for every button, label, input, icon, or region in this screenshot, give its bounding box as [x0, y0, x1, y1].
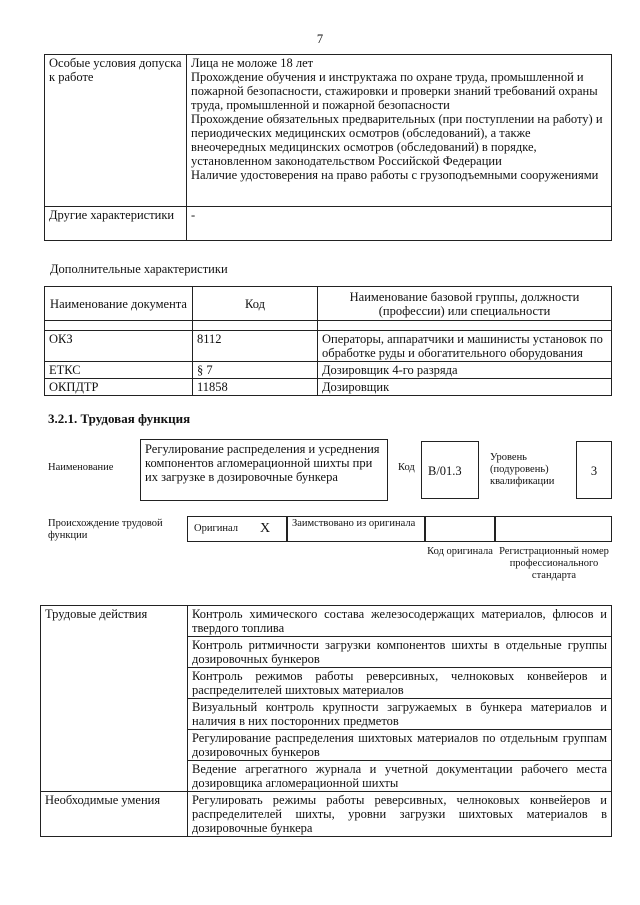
table-row [41, 637, 612, 668]
table-row [45, 207, 612, 241]
table-cell: ОКЗ [45, 331, 193, 362]
table-row [41, 668, 612, 699]
section-label: Трудовые действия [41, 606, 188, 637]
condition-item: Наличие удостоверения на право работы с грузоподъемными сооружениями [191, 168, 599, 182]
code-original-box [425, 516, 495, 542]
condition-item: Прохождение обязательных предварительных (при поступлении на работу) и периодических медицинских осмотров (обследований), а также внеочередных медицинских осмотров (обследований) в порядке, установленном законодательством Российской Федерации [191, 112, 603, 168]
table-row [41, 730, 612, 761]
skill-item: Регулировать режимы работы реверсивных, челноковых конвейеров и распределителей шихты, уровни загрузки шихтовых материалов в дозировочные бункера [188, 792, 612, 837]
table-row [41, 792, 612, 837]
column-header: Наименование документа [45, 287, 193, 321]
table-row [41, 761, 612, 792]
section-label: Необходимые умения [41, 792, 188, 837]
actions-table [40, 605, 612, 837]
section-heading: 3.2.1. Трудовая функция [48, 411, 191, 426]
borrowed-box [287, 516, 425, 542]
additional-characteristics-title: Дополнительные характеристики [50, 262, 228, 276]
row-values [187, 55, 612, 207]
row-label: Другие характеристики [45, 207, 187, 241]
table-cell: ОКПДТР [45, 379, 193, 396]
table-row [41, 699, 612, 730]
table-row [41, 606, 612, 637]
table-cell: § 7 [193, 362, 318, 379]
action-item: Ведение агрегатного журнала и учетной документации рабочего места дозировщика агломерационной шихты [188, 761, 612, 792]
original-label: Оригинал [194, 523, 238, 534]
borrowed-label: Заимствовано из оригинала [292, 518, 416, 529]
table-header-row [45, 287, 612, 321]
action-item: Визуальный контроль крупности загружаемых в бункера материалов и наличия в них посторонних предметов [188, 699, 612, 730]
action-item: Контроль химического состава железосодержащих материалов, флюсов и твердого топлива [188, 606, 612, 637]
table-row [45, 55, 612, 207]
table-row [45, 362, 612, 379]
level-label: Уровень (подуровень) квалификации [490, 452, 555, 487]
code-value-box: B/01.3 [421, 441, 479, 499]
table-row [45, 331, 612, 362]
reg-number-label: Регистрационный номер профессионального стандарта [499, 546, 609, 581]
table-spacer-row [45, 321, 612, 331]
table-cell: Операторы, аппаратчики и машинисты установок по обработке руды и обогатительного оборудования [318, 331, 612, 362]
level-value-box: 3 [576, 441, 612, 499]
conditions-table [44, 54, 612, 241]
original-box [187, 516, 287, 542]
column-header: Наименование базовой группы, должности (профессии) или специальности [318, 287, 612, 321]
row-values: - [187, 207, 612, 241]
action-item: Контроль режимов работы реверсивных, челноковых конвейеров и распределителей шихтовых материалов [188, 668, 612, 699]
action-item: Регулирование распределения шихтовых материалов по отдельным группам дозировочных бункеров [188, 730, 612, 761]
table-row [45, 379, 612, 396]
code-original-label: Код оригинала [427, 546, 493, 557]
table-cell: 11858 [193, 379, 318, 396]
additional-table [44, 286, 612, 396]
row-label: Особые условия допуска к работе [45, 55, 187, 207]
origin-label: Происхождение трудовой функции [48, 518, 163, 541]
action-item: Контроль ритмичности загрузки компонентов шихты в отдельные группы дозировочных бункеров [188, 637, 612, 668]
code-label: Код [398, 462, 415, 473]
name-label: Наименование [48, 462, 114, 473]
table-cell: Дозировщик [318, 379, 612, 396]
condition-item: Прохождение обучения и инструктажа по охране труда, промышленной и пожарной безопасности, стажировки и проверки знаний требований охраны труда, промышленной и пожарной безопасности [191, 70, 598, 112]
table-cell: ЕТКС [45, 362, 193, 379]
condition-item: Лица не моложе 18 лет [191, 56, 314, 70]
function-name-box: Регулирование распределения и усреднения компонентов агломерационной шихты при их загрузке в дозировочные бункера [140, 439, 388, 501]
original-mark: X [260, 521, 271, 536]
reg-number-box [495, 516, 612, 542]
column-header: Код [193, 287, 318, 321]
page-number: 7 [316, 32, 324, 46]
table-cell: 8112 [193, 331, 318, 362]
table-cell: Дозировщик 4-го разряда [318, 362, 612, 379]
